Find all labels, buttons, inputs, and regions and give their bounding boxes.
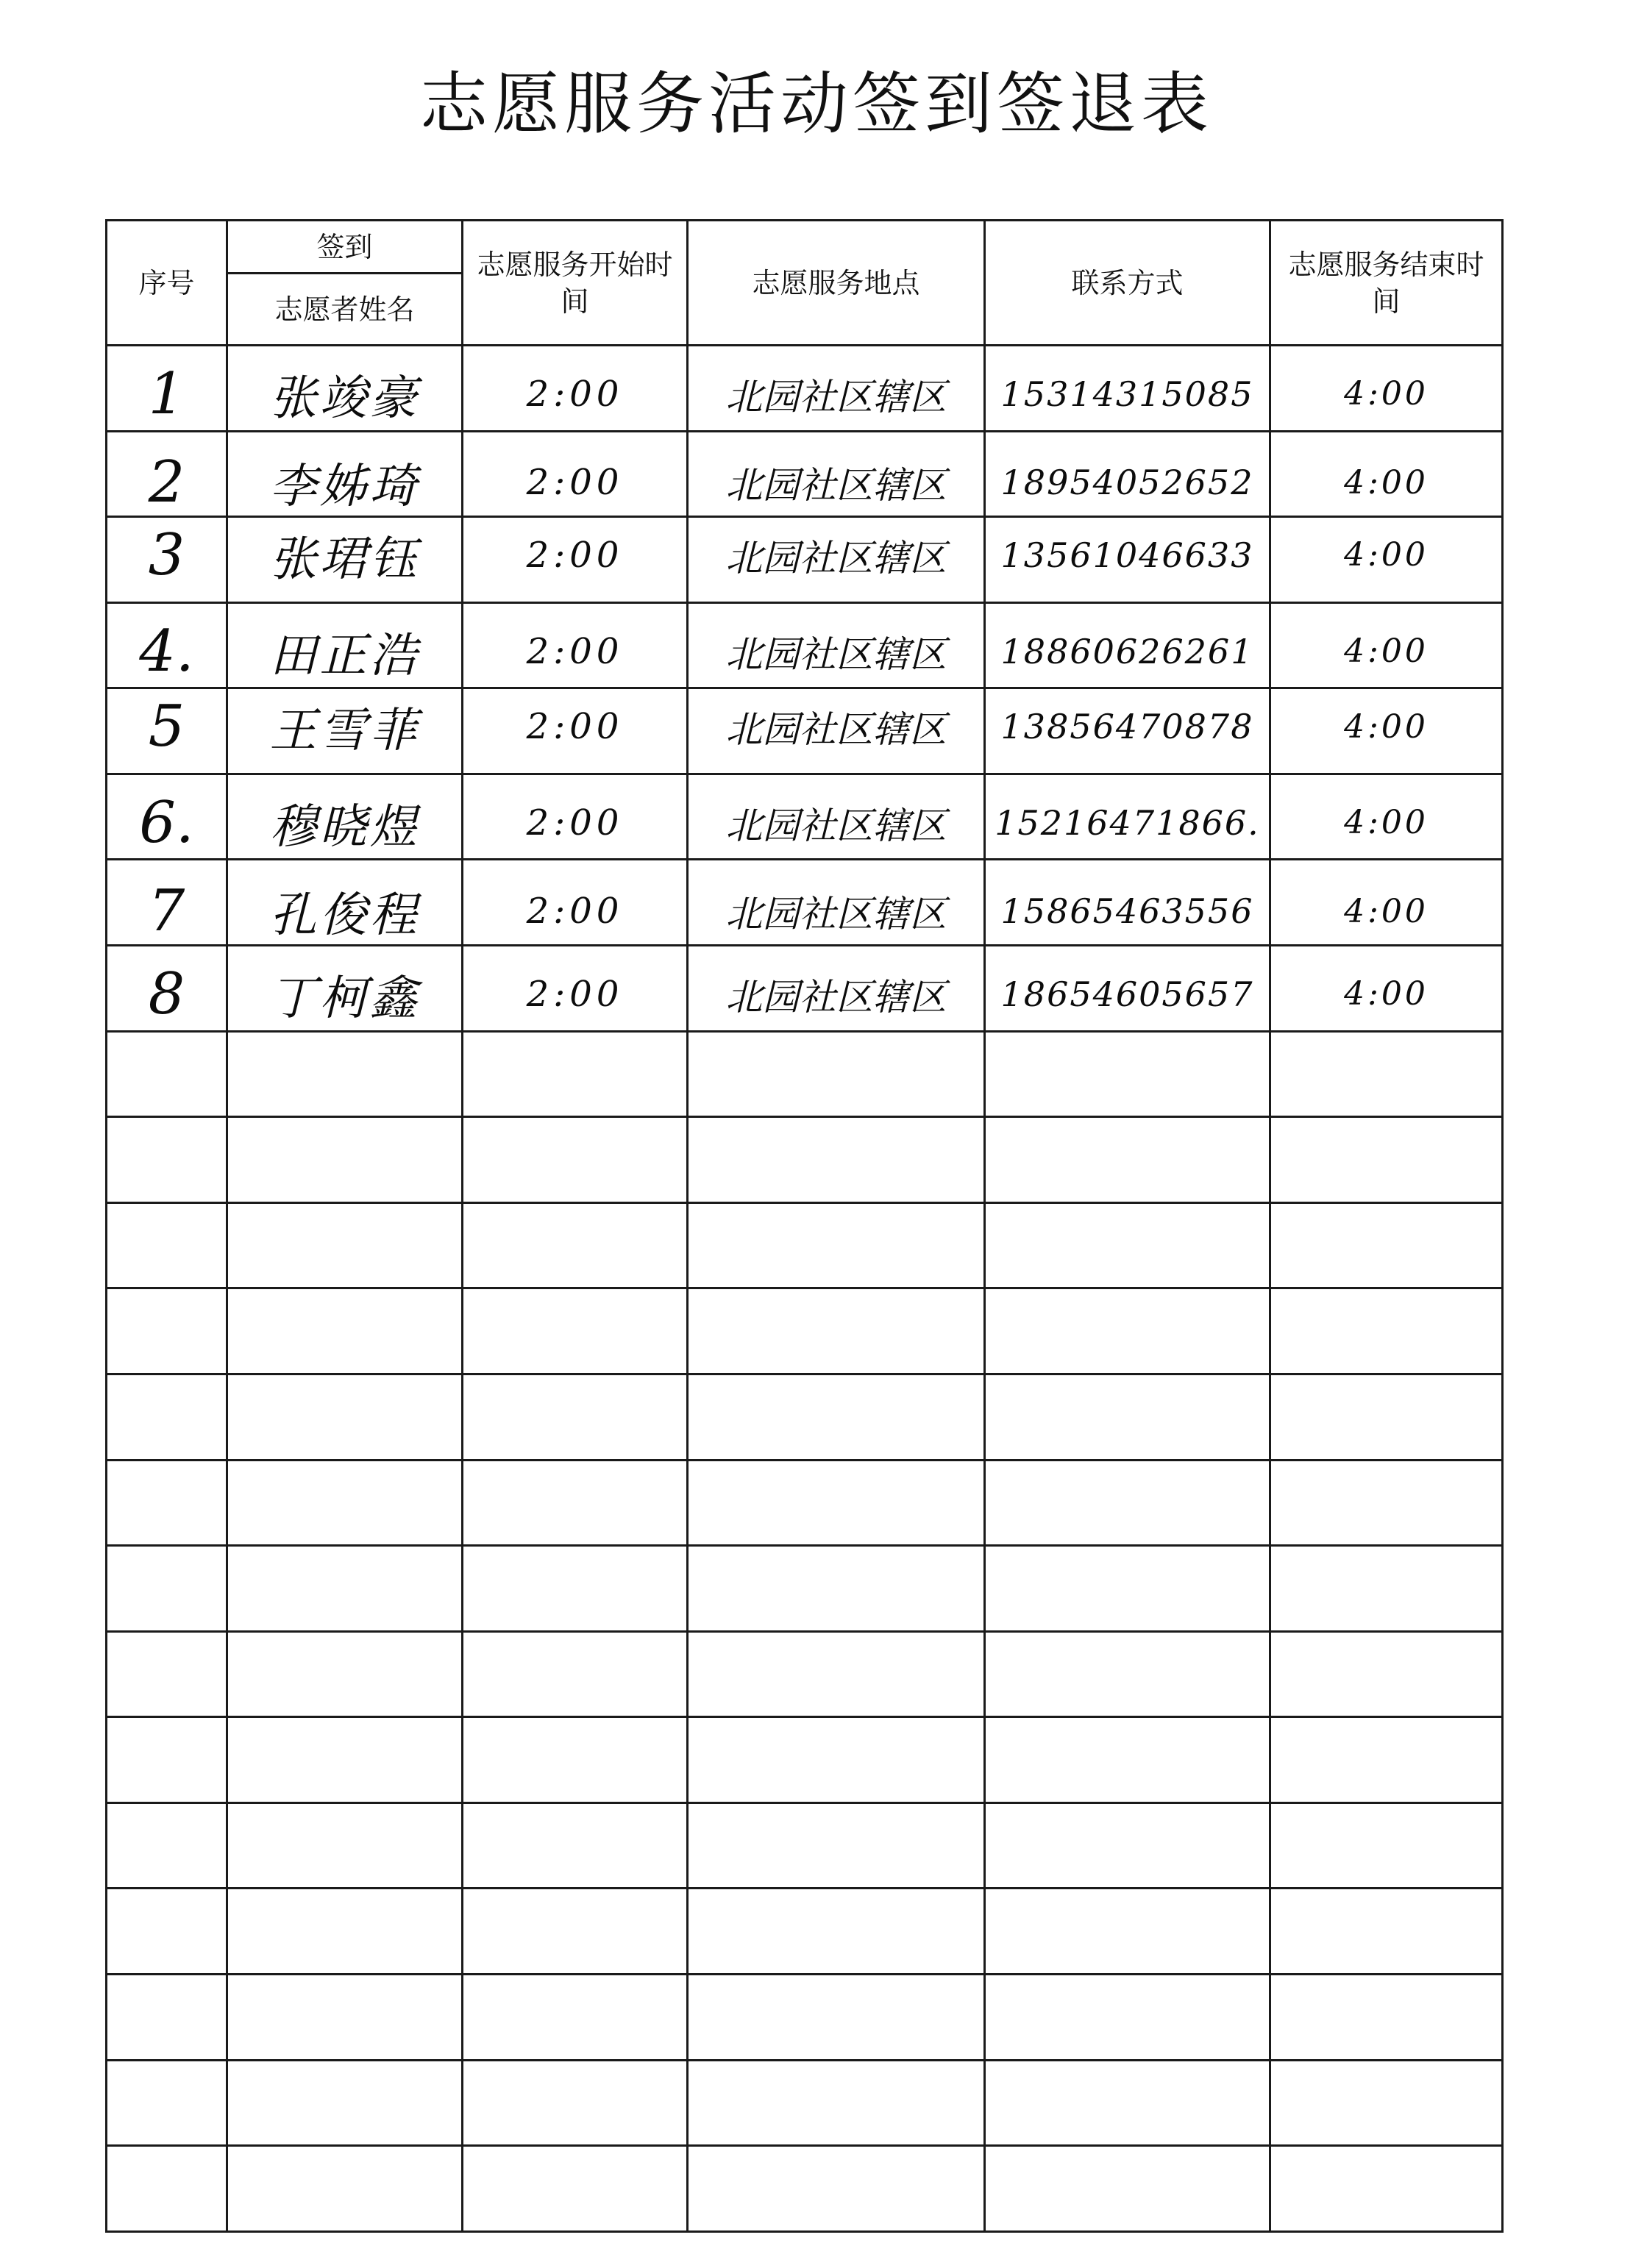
handwritten-seq: 5 (148, 693, 185, 760)
handwritten-name: 张竣豪 (269, 371, 420, 426)
phone-cell (985, 1546, 1270, 1632)
place-cell (688, 774, 985, 860)
place-cell (688, 1460, 985, 1546)
place-cell (688, 1717, 985, 1803)
end-time-cell (1270, 517, 1503, 603)
end-time-cell (1270, 946, 1503, 1032)
start-time-cell (463, 346, 688, 432)
handwritten-phone: 15216471866. (995, 802, 1260, 843)
end-time-cell (1270, 1460, 1503, 1546)
seq-cell (107, 1460, 227, 1546)
handwritten-start: 2:00 (526, 706, 624, 748)
handwritten-place: 北园社区辖区 (725, 804, 947, 847)
handwritten-end: 4:00 (1344, 536, 1429, 574)
seq-cell (107, 431, 227, 517)
end-time-cell (1270, 431, 1503, 517)
end-time-cell (1270, 1974, 1503, 2060)
table-row (107, 602, 1503, 688)
seq-cell (107, 1546, 227, 1632)
phone-cell (985, 1460, 1270, 1546)
name-cell (227, 602, 463, 688)
table-row (107, 774, 1503, 860)
handwritten-phone: 15314315085 (1000, 374, 1254, 414)
handwritten-end: 4:00 (1344, 707, 1429, 746)
handwritten-phone: 18654605657 (1000, 974, 1254, 1014)
table-row (107, 860, 1503, 946)
phone-cell (985, 860, 1270, 946)
place-cell (688, 431, 985, 517)
name-cell (227, 1460, 463, 1546)
table-row (107, 1374, 1503, 1460)
place-cell (688, 602, 985, 688)
name-cell (227, 1631, 463, 1717)
table-row (107, 2146, 1503, 2232)
phone-cell (985, 431, 1270, 517)
start-time-cell (463, 1631, 688, 1717)
end-time-cell (1270, 1889, 1503, 1975)
table-row (107, 1546, 1503, 1632)
handwritten-phone: 15865463556 (1000, 891, 1254, 932)
place-cell (688, 1288, 985, 1374)
end-time-cell (1270, 1374, 1503, 1460)
table-row (107, 1717, 1503, 1803)
name-cell (227, 860, 463, 946)
handwritten-end: 4:00 (1344, 632, 1429, 671)
phone-cell (985, 1202, 1270, 1288)
seq-cell (107, 1031, 227, 1117)
seq-cell (107, 602, 227, 688)
start-time-cell (463, 2060, 688, 2146)
seq-cell (107, 1288, 227, 1374)
start-time-cell (463, 1889, 688, 1975)
table-row (107, 1117, 1503, 1203)
start-time-cell (463, 1460, 688, 1546)
place-cell (688, 946, 985, 1032)
place-cell (688, 1546, 985, 1632)
name-cell (227, 2060, 463, 2146)
name-cell (227, 346, 463, 432)
handwritten-seq: 3 (148, 521, 185, 588)
start-time-cell (463, 1202, 688, 1288)
handwritten-seq: 1 (148, 360, 185, 427)
start-time-cell (463, 860, 688, 946)
header-start-time-label: 志愿服务开始时间 (477, 248, 673, 318)
place-cell (688, 1031, 985, 1117)
start-time-cell (463, 946, 688, 1032)
handwritten-place: 北园社区辖区 (725, 632, 947, 676)
table-row (107, 1031, 1503, 1117)
phone-cell (985, 774, 1270, 860)
name-cell (227, 688, 463, 774)
handwritten-seq: 2 (148, 449, 185, 516)
start-time-cell (463, 774, 688, 860)
handwritten-phone: 18860626261 (1000, 631, 1254, 671)
phone-cell (985, 2060, 1270, 2146)
handwritten-end: 4:00 (1344, 892, 1429, 930)
handwritten-start: 2:00 (526, 630, 624, 672)
end-time-cell (1270, 1288, 1503, 1374)
header-name: 志愿者姓名 (227, 274, 463, 346)
sign-in-table (105, 219, 1504, 2233)
phone-cell (985, 1802, 1270, 1889)
seq-cell (107, 1889, 227, 1975)
start-time-cell (463, 517, 688, 603)
phone-cell (985, 346, 1270, 432)
end-time-cell (1270, 2146, 1503, 2232)
phone-cell (985, 1631, 1270, 1717)
seq-cell (107, 2146, 227, 2232)
end-time-cell (1270, 346, 1503, 432)
name-cell (227, 774, 463, 860)
handwritten-name: 李姊琦 (269, 460, 420, 515)
table-row (107, 1802, 1503, 1889)
phone-cell (985, 1031, 1270, 1117)
name-cell (227, 517, 463, 603)
phone-cell (985, 1117, 1270, 1203)
name-cell (227, 1717, 463, 1803)
place-cell (688, 1117, 985, 1203)
table-row (107, 2060, 1503, 2146)
place-cell (688, 2146, 985, 2232)
start-time-cell (463, 1802, 688, 1889)
table-row (107, 431, 1503, 517)
name-cell (227, 1546, 463, 1632)
seq-cell (107, 1117, 227, 1203)
handwritten-name: 丁柯鑫 (269, 971, 420, 1026)
end-time-cell (1270, 1202, 1503, 1288)
end-time-cell (1270, 774, 1503, 860)
handwritten-seq: 4. (139, 618, 194, 685)
seq-cell (107, 2060, 227, 2146)
handwritten-seq: 6. (139, 789, 194, 856)
start-time-cell (463, 1031, 688, 1117)
handwritten-end: 4:00 (1344, 975, 1429, 1013)
table-row (107, 1974, 1503, 2060)
place-cell (688, 1374, 985, 1460)
handwritten-seq: 8 (148, 960, 185, 1027)
handwritten-name: 张珺钰 (269, 532, 420, 587)
name-cell (227, 1031, 463, 1117)
start-time-cell (463, 1374, 688, 1460)
start-time-cell (463, 1717, 688, 1803)
seq-cell (107, 1802, 227, 1889)
place-cell (688, 346, 985, 432)
place-cell (688, 688, 985, 774)
name-cell (227, 2146, 463, 2232)
header-end-time (1270, 221, 1503, 346)
table-row (107, 1202, 1503, 1288)
handwritten-start: 2:00 (526, 802, 624, 844)
table-row (107, 688, 1503, 774)
end-time-cell (1270, 2060, 1503, 2146)
seq-cell (107, 517, 227, 603)
handwritten-end: 4:00 (1344, 375, 1429, 413)
handwritten-end: 4:00 (1344, 463, 1429, 502)
seq-cell (107, 946, 227, 1032)
table-row (107, 1460, 1503, 1546)
handwritten-start: 2:00 (526, 462, 624, 504)
end-time-cell (1270, 1546, 1503, 1632)
name-cell (227, 1117, 463, 1203)
header-place: 志愿服务地点 (688, 221, 985, 346)
phone-cell (985, 1374, 1270, 1460)
seq-cell (107, 688, 227, 774)
handwritten-start: 2:00 (526, 534, 624, 576)
seq-cell (107, 1717, 227, 1803)
table-row (107, 1288, 1503, 1374)
start-time-cell (463, 1546, 688, 1632)
table-row (107, 1631, 1503, 1717)
seq-cell (107, 1631, 227, 1717)
start-time-cell (463, 602, 688, 688)
phone-cell (985, 602, 1270, 688)
seq-cell (107, 1374, 227, 1460)
place-cell (688, 1631, 985, 1717)
name-cell (227, 1202, 463, 1288)
table-row (107, 946, 1503, 1032)
header-contact: 联系方式 (985, 221, 1270, 346)
seq-cell (107, 860, 227, 946)
handwritten-name: 穆晓煜 (269, 799, 420, 855)
handwritten-end: 4:00 (1344, 804, 1429, 842)
place-cell (688, 1974, 985, 2060)
name-cell (227, 1802, 463, 1889)
handwritten-name: 孔俊程 (269, 888, 420, 944)
phone-cell (985, 1717, 1270, 1803)
handwritten-phone: 18954052652 (1000, 463, 1254, 503)
name-cell (227, 1374, 463, 1460)
header-end-time-label: 志愿服务结束时间 (1288, 248, 1484, 318)
table-row (107, 1889, 1503, 1975)
end-time-cell (1270, 860, 1503, 946)
handwritten-start: 2:00 (526, 891, 624, 932)
header-start-time (463, 221, 688, 346)
handwritten-place: 北园社区辖区 (725, 893, 947, 936)
seq-cell (107, 774, 227, 860)
start-time-cell (463, 1288, 688, 1374)
phone-cell (985, 1889, 1270, 1975)
start-time-cell (463, 1974, 688, 2060)
end-time-cell (1270, 1631, 1503, 1717)
start-time-cell (463, 688, 688, 774)
end-time-cell (1270, 1717, 1503, 1803)
handwritten-place: 北园社区辖区 (725, 708, 947, 752)
end-time-cell (1270, 1117, 1503, 1203)
handwritten-start: 2:00 (526, 373, 624, 415)
phone-cell (985, 2146, 1270, 2232)
table-row (107, 346, 1503, 432)
place-cell (688, 1802, 985, 1889)
place-cell (688, 517, 985, 603)
name-cell (227, 431, 463, 517)
handwritten-phone: 13856470878 (1000, 707, 1254, 747)
seq-cell (107, 346, 227, 432)
handwritten-place: 北园社区辖区 (725, 464, 947, 507)
handwritten-start: 2:00 (526, 973, 624, 1015)
handwritten-place: 北园社区辖区 (725, 536, 947, 580)
header-seq: 序号 (107, 221, 227, 346)
handwritten-place: 北园社区辖区 (725, 975, 947, 1019)
handwritten-seq: 7 (148, 878, 185, 945)
start-time-cell (463, 2146, 688, 2232)
name-cell (227, 1889, 463, 1975)
place-cell (688, 1889, 985, 1975)
name-cell (227, 1974, 463, 2060)
start-time-cell (463, 1117, 688, 1203)
document-title: 志愿服务活动签到签退表 (419, 65, 1213, 143)
table-row (107, 517, 1503, 603)
start-time-cell (463, 431, 688, 517)
handwritten-name: 田正浩 (269, 628, 420, 683)
phone-cell (985, 1974, 1270, 2060)
phone-cell (985, 946, 1270, 1032)
place-cell (688, 2060, 985, 2146)
handwritten-place: 北园社区辖区 (725, 375, 947, 418)
phone-cell (985, 1288, 1270, 1374)
phone-cell (985, 688, 1270, 774)
end-time-cell (1270, 1031, 1503, 1117)
handwritten-phone: 13561046633 (1000, 535, 1254, 575)
end-time-cell (1270, 688, 1503, 774)
name-cell (227, 1288, 463, 1374)
seq-cell (107, 1974, 227, 2060)
header-sign-in: 签到 (227, 221, 463, 274)
end-time-cell (1270, 1802, 1503, 1889)
phone-cell (985, 517, 1270, 603)
name-cell (227, 946, 463, 1032)
place-cell (688, 860, 985, 946)
handwritten-name: 王雪菲 (269, 704, 420, 759)
place-cell (688, 1202, 985, 1288)
end-time-cell (1270, 602, 1503, 688)
seq-cell (107, 1202, 227, 1288)
